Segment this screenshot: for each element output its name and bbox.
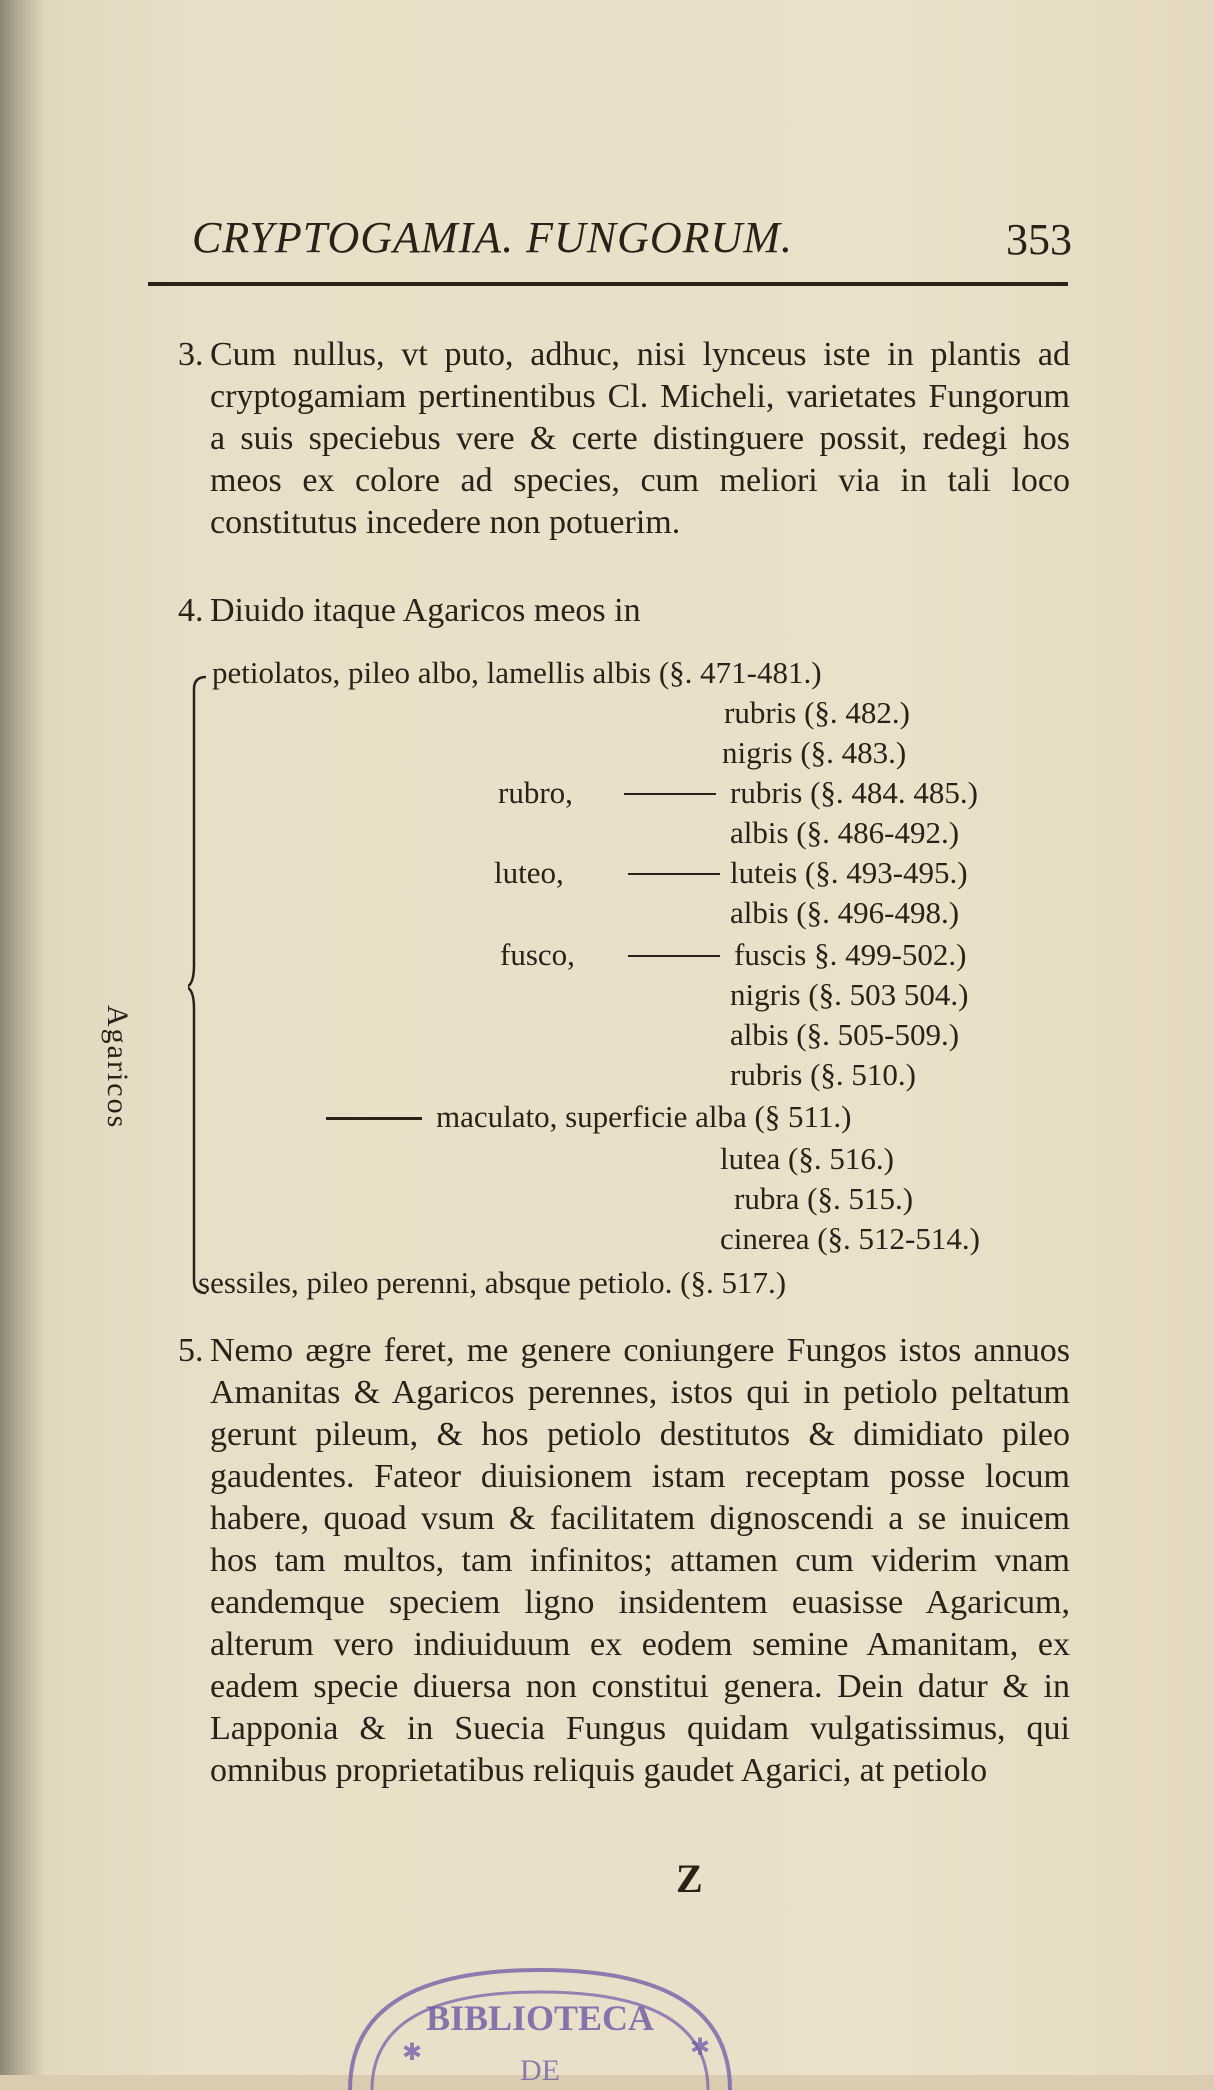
table-row: nigris (§. 483.)	[722, 735, 907, 770]
brace-label: Agaricos	[101, 1005, 134, 1130]
library-stamp	[320, 1930, 760, 2090]
table-row: rubra (§. 515.)	[734, 1181, 914, 1216]
stamp-line-2: DE	[520, 2054, 560, 2087]
paragraph-4	[178, 590, 1070, 636]
paragraph-number: 5.	[178, 1332, 204, 1369]
page-header	[192, 212, 1072, 272]
paragraph-text: Nemo ægre feret, me genere coniungere Fungos istos annuos Amanitas & Agaricos perennes, istos qui in petiolo peltatum gerunt pileum, & hos petiolo destitutos & dimidiato pileo gaudentes. Fateor diuisionem istam receptam posse locum habere, quoad vsum & facilitatem dignoscendi a se inuicem hos tam multos, tam infinitos; attamen cum viderim vnam eandemque speciem ligno insidentem euasisse Agaricum, alterum vero indiuiduum ex eodem semine Amanitam, ex eadem specie diuersa non constitui genera. Dein datur & in Lapponia & in Suecia Fungus quidam vulgatissimus, qui omnibus proprietatibus reliquis gaudet Agarici, at petiolo	[210, 1332, 1070, 1789]
table-row: cinerea (§. 512-514.)	[720, 1221, 980, 1256]
table-row: rubris (§. 510.)	[730, 1057, 916, 1092]
paragraph-3	[178, 334, 1070, 590]
table-row: luteis (§. 493-495.)	[730, 855, 968, 890]
table-row: petiolatos, pileo albo, lamellis albis (§. 471-481.)	[212, 655, 822, 690]
classification-table	[101, 655, 1080, 1320]
dash-rule	[326, 1117, 422, 1120]
stamp-star-icon: ✱	[689, 2033, 711, 2061]
dash-rule	[628, 873, 720, 875]
header-rule	[148, 282, 1068, 286]
paragraph-text: Diuido itaque Agaricos meos in	[210, 592, 641, 629]
table-row-lead: rubro,	[498, 775, 573, 810]
paragraph-5	[178, 1330, 1070, 1910]
dash-rule	[628, 955, 720, 957]
stamp-line-1: BIBLIOTECA	[425, 1998, 655, 2038]
table-row-lead: maculato, superficie alba (§ 511.)	[436, 1099, 852, 1134]
table-row: rubris (§. 484. 485.)	[730, 775, 978, 810]
catchword: Z	[676, 1856, 703, 1901]
table-row: rubris (§. 482.)	[724, 695, 910, 730]
table-row: sessiles, pileo perenni, absque petiolo. (§. 517.)	[198, 1265, 787, 1300]
table-row: albis (§. 505-509.)	[730, 1017, 960, 1052]
table-row: albis (§. 496-498.)	[730, 895, 960, 930]
table-row-lead: luteo,	[494, 855, 564, 890]
dash-rule	[624, 793, 716, 795]
left-brace	[188, 675, 208, 1295]
table-row: nigris (§. 503 504.)	[730, 977, 969, 1012]
running-title: CRYPTOGAMIA. FUNGORUM.	[192, 213, 793, 262]
table-row: albis (§. 486-492.)	[730, 815, 960, 850]
table-row-lead: fusco,	[500, 937, 575, 972]
stamp-star-icon: ✱	[401, 2038, 423, 2066]
page-number: 353	[1006, 215, 1072, 264]
table-row: lutea (§. 516.)	[720, 1141, 894, 1176]
table-row: fuscis §. 499-502.)	[734, 937, 967, 972]
paragraph-number: 4.	[178, 592, 204, 629]
paragraph-number: 3.	[178, 336, 204, 373]
paragraph-text: Cum nullus, vt puto, adhuc, nisi lynceus iste in plantis ad cryptogamiam pertinentibus Cl. Micheli, varietates Fungorum a suis speciebus vere & certe distinguere possit, redegi hos meos ex colore ad species, cum meliori via in tali loco constitutus incedere non potuerim.	[210, 336, 1070, 541]
